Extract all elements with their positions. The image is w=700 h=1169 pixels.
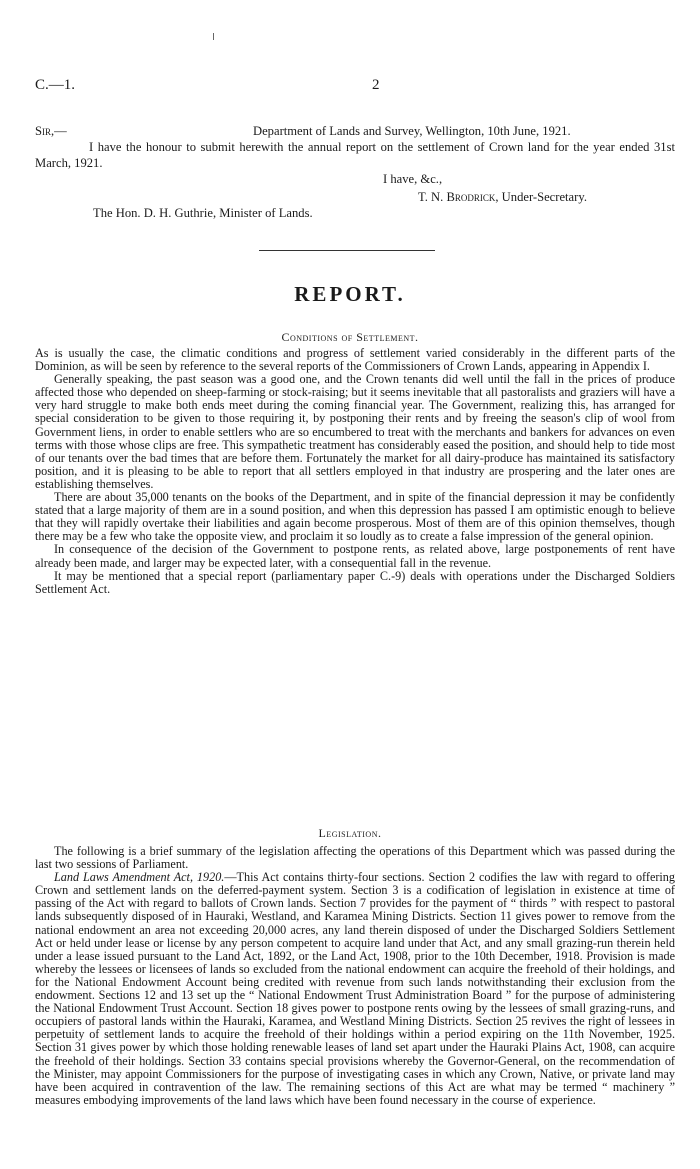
salutation: Sir,— (35, 124, 67, 138)
letter-closing: I have, &c., (383, 172, 443, 186)
act-text: —This Act contains thirty-four sections. Section 2 codifies the law with regard to offering Crown and settlement lands on the deferred-payment system. Section 3 is a codification of legislation in existence at time of passing of the Act with regard to ballots of Crown lands. Section 7 provides for the payment of “ thirds ” with respect to pastoral lands subsequently disposed of in Hauraki, Westland, and Karamea Mining Districts. Section 11 gives power to remove from the national endowment an area not exceeding 20,000 acres, any land therein disposed of under the Discharged Soldiers Settlement Act or held under lease or license by any person competent to acquire land under that Act, and any small grazing-run therein held under a lease issued pursuant to the Land Act, 1892, or the Land Act, 1908, prior to the 10th December, 1918. Provision is made whereby the lessees or licensees of lands so excluded from the national endowment can acquire the freehold of their holdings, and for the National Endowment Account being credited with revenue from such lands notwithstanding their exclusion from the endowment. Sections 12 and 13 set up the “ National Endowment Trust Administration Board ” for the purpose of administering the National Endowment Trust Account. Section 18 gives power to postpone rents owing by the lessees of small grazing-runs, and occupiers of pastoral lands within the Hauraki, Karamea, and Westland Mining Districts. Section 25 revives the right of lessees in perpetuity of settlement lands to acquire the freehold of their holdings within a period expiring on the 11th November, 1925. Section 31 gives power by which those holding renewable leases of land set apart under the Hauraki Plains Act, 1908, can acquire the freehold of their holdings. Section 33 contains special provisions whereby the Governor-General, on the recommendation of the Minister, may appoint Commissioners for the purpose of investigating cases in which any Crown, Native, or private land may have been acquired in contravention of the law. The remaining sections of this Act are what may be termed “ machinery ” measures embodying improvements of the land laws which have been found necessary in the course of experience. (35, 870, 675, 1107)
section-heading-conditions: Conditions of Settlement. (281, 330, 419, 344)
dateline: Department of Lands and Survey, Wellington, 10th June, 1921. (253, 124, 571, 138)
paragraph: In consequence of the decision of the Government to postpone rents, as related above, large postponements of rent have already been made, and larger may be expected later, with a consequential fall in the revenue. (35, 542, 675, 570)
legislation-section-body (35, 845, 675, 1107)
divider-rule (259, 250, 435, 251)
page-number: 2 (372, 77, 380, 93)
signatory-initials: T. N. (418, 190, 444, 204)
paragraph: The following is a brief summary of the legislation affecting the operations of this Department which was passed during the last two sessions of Parliament. (35, 844, 675, 872)
letter-body-text: I have the honour to submit herewith the annual report on the settlement of Crown land for the year ended 31st March, 1921. (35, 140, 675, 170)
scan-mark (213, 33, 214, 40)
report-title: REPORT. (294, 282, 406, 306)
addressee: The Hon. D. H. Guthrie, Minister of Lands. (93, 206, 313, 220)
paragraph: It may be mentioned that a special report (parliamentary paper C.-9) deals with operations under the Discharged Soldiers Settlement Act. (35, 568, 675, 596)
paragraph: Generally speaking, the past season was a good one, and the Crown tenants did well until the fall in the prices of produce affected those who depended on sheep-farming or stock-raising; but it seems inevitable that all pastoralists and graziers will have a very hard struggle to make both ends meet during the coming financial year. The Government, realizing this, has arranged for special consideration to be given to those requiring it, by postponing their rents and by freeing the season's clip of wool from Government liens, in order to enable settlers who are so encumbered to treat with the merchants and bankers for advances on even terms with those whose clips are free. This sympathetic treatment has considerably eased the position, and should help to tide most of our tenants over the bad times that are before them. Fortunately the market for all dairy-produce has maintained its satisfactory position, and it is pleasing to be able to report that all settlers employed in that industry are prospering and the later ones are establishing themselves. (35, 372, 675, 491)
signatory-title: , Under-Secretary. (495, 190, 587, 204)
act-paragraph (35, 871, 675, 1107)
signature (418, 189, 658, 205)
letter-body (35, 139, 675, 171)
paragraph: As is usually the case, the climatic conditions and progress of settlement varied considerably in the different parts of the Dominion, as will be seen by reference to the several reports of the Commissioners of Crown Lands, appearing in Appendix I. (35, 346, 675, 374)
signatory-name: Brodrick (446, 190, 496, 204)
section-heading-legislation: Legislation. (318, 826, 382, 840)
document-reference: C.—1. (35, 77, 76, 93)
paragraph: There are about 35,000 tenants on the books of the Department, and in spite of the financial depression it may be confidently stated that a large majority of them are in a sound position, and when this depression has passed I am optimistic enough to believe that they will rapidly overtake their liabilities and again become prosperous. Most of them are of this opinion themselves, though there may be a few who take the opposite view, and proclaim it so loudly as to create a false impression of the general opinion. (35, 490, 675, 544)
act-title: Land Laws Amendment Act, 1920. (54, 870, 225, 885)
conditions-section-body (35, 347, 675, 596)
